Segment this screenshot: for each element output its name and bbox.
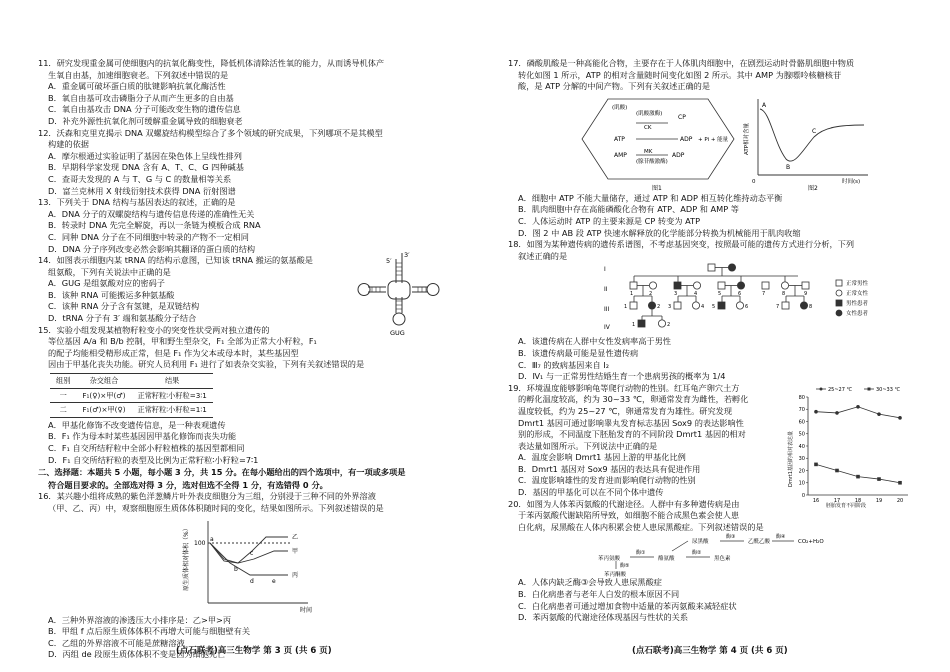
q16-point-c: c <box>250 549 254 557</box>
q13-option-d: D．DNA 分子序列改变必然会影响其翻译的蛋白质的结构 <box>48 243 256 254</box>
q12-option-c: C．查哥夫发现的 A 与 T、G 与 C 的数量相等关系 <box>48 173 232 184</box>
left-column <box>38 58 456 661</box>
table-cell: F₁(♂)×甲(♀) <box>76 403 131 418</box>
q19-option-c: C．温度影响雄性的发育进而影响爬行动物的性别 <box>518 475 696 486</box>
ped-III-3: 3 <box>668 304 672 311</box>
gen-label-4: IV <box>604 324 610 332</box>
q19-stem-4: Dmrt1 基因可通过影响睾丸发育标志基因 Sox9 的表达影响性 <box>518 417 744 428</box>
q19-stem-5: 别的形成，不同温度下胚胎发育的不同阶段 Dmrt1 基因的相对 <box>518 429 746 440</box>
chart-legend-marker <box>868 387 871 390</box>
fig1-creatine: (肌酸) <box>612 104 628 111</box>
fig1-mk-name: (腺苷酸激酶) <box>636 158 668 165</box>
ped-II-4: 4 <box>694 291 698 298</box>
fig1-atp: ATP <box>614 135 625 143</box>
ped-II-1: 1 <box>630 291 634 298</box>
ped-II-9: 9 <box>804 291 808 298</box>
q15-stem-4: 因由于甲基化丧失功能。研究人员利用 F₁ 进行了如表杂交实验，下列有关叙述错误的是 <box>48 359 365 370</box>
legend-normal-male: 正常男性 <box>846 281 869 288</box>
fig1-amp: AMP <box>614 151 627 159</box>
ped-III-2: 2 <box>657 304 661 311</box>
chart-x-tick-label: 18 <box>854 497 862 504</box>
fig2-xlabel: 时间(s) <box>842 178 861 185</box>
q14-option-a: A．GUG 是组氨酸对应的密码子 <box>48 278 165 289</box>
chart-y-tick-label: 70 <box>798 406 805 413</box>
q18-option-a: A．该遗传病在人群中女性发病率高于男性 <box>518 336 671 347</box>
q15-option-b: B．F₁ 作为母本时某些基因因甲基化修饰而丧失功能 <box>48 431 237 442</box>
legend-normal-female: 正常女性 <box>846 291 869 298</box>
ped-III-6: 6 <box>745 304 749 311</box>
trna-figure <box>356 249 446 339</box>
q14-stem-1: 14．如图表示细胞内某 tRNA 的结构示意图，已知该 tRNA 搬运的氨基酸是 <box>38 255 313 266</box>
table-cell: 正常籽粒∶小籽粒=3∶1 <box>132 388 213 403</box>
q13-stem-1: 13．下列关于 DNA 结构与基因表达的叙述，正确的是 <box>38 197 236 208</box>
section-2-heading <box>38 467 456 491</box>
q19-stem-2: 的孵化温度较高，约为 30~33 ℃，卵通常发育为雌性，若孵化 <box>518 394 749 405</box>
ped-III-5: 5 <box>712 304 716 311</box>
chart-point <box>856 475 860 479</box>
q17-option-b: B．肌肉细胞中存在高能磷酸化合物有 ATP、ADP 和 AMP 等 <box>518 204 739 215</box>
chart-y-tick-label: 40 <box>798 443 805 450</box>
q16-series-bing: 丙 <box>292 571 299 579</box>
trna-anticodon-label: GUG <box>390 329 405 338</box>
chart-legend-marker <box>820 387 823 390</box>
ped-II-2: 2 <box>649 291 653 298</box>
legend-affected-female: 女性患者 <box>846 311 869 318</box>
chart-y-tick-label: 20 <box>798 468 805 475</box>
q18-option-d: D．Ⅳ₁ 与一正常男性结婚生育一个患病男孩的概率为 1/4 <box>518 371 726 382</box>
q12-option-b: B．早期科学家发现 DNA 含有 A、T、C、G 四种碱基 <box>48 162 244 173</box>
q16-point-e: e <box>272 577 276 585</box>
gen-label-2: II <box>604 286 608 294</box>
q16-point-a: a <box>210 535 214 543</box>
fig2-point-b: B <box>786 163 791 171</box>
q16-option-b: B．甲组 f 点后原生质体体积不再增大可能与细胞壁有关 <box>48 626 251 637</box>
table-header-cell: 杂交组合 <box>76 374 131 389</box>
chart-x-tick-label: 20 <box>896 497 904 504</box>
trna-3prime-label: 3′ <box>404 251 410 260</box>
chart-point <box>898 416 902 420</box>
path-enzyme4: 酶④ <box>776 534 786 541</box>
question-15 <box>38 325 456 467</box>
table-cell: 正常籽粒∶小籽粒=1∶1 <box>132 403 213 418</box>
q16-series-yi: 乙 <box>292 533 299 541</box>
q12-option-d: D．富兰克林用 X 射线衍射技术获得 DNA 衍射图谱 <box>48 185 236 196</box>
question-17 <box>508 58 926 239</box>
fig1-ck-name: (肌酸激酶) <box>636 110 663 117</box>
chart-legend-label: 30~33 ℃ <box>876 386 901 393</box>
q11-stem-1: 11．研究发现重金属可使细胞内的抗氧化酶变性，降低机体清除活性氧的能力，从而诱导机体产 <box>38 58 385 68</box>
q19-option-a: A．温度会影响 Dmrt1 基因上游的甲基化比例 <box>518 452 686 463</box>
q15-table <box>50 373 213 418</box>
q11-option-c: C．氧自由基攻击 DNA 分子可能改变生物的遗传信息 <box>48 104 241 115</box>
trna-5prime-label: 5′ <box>386 257 392 266</box>
gen-label-3: III <box>604 306 610 314</box>
chart-point <box>856 405 860 409</box>
q16-point-d: d <box>250 577 254 585</box>
q14-option-c: C．该种 RNA 分子含有氢键，是双链结构 <box>48 301 200 312</box>
footer-left: (点石联考)高三生物学 第 3 页 (共 6 页) <box>176 646 332 656</box>
fig1-adp: ADP <box>680 135 693 143</box>
question-12 <box>38 128 456 198</box>
chart-point <box>835 468 839 472</box>
q15-option-a: A．甲基化修饰不改变遗传信息，是一种表观遗传 <box>48 419 226 430</box>
ped-II-8: 8 <box>782 291 786 298</box>
chart-xlabel: 胚胎发育不同阶段 <box>826 502 867 509</box>
table-row <box>50 388 213 403</box>
table-header-cell: 结果 <box>132 374 213 389</box>
chart-y-tick-label: 80 <box>798 394 805 401</box>
q17-option-a: A．细胞中 ATP 不能大量储存，通过 ATP 和 ADP 相互转化维持动态平衡 <box>518 192 783 203</box>
path-co2: CO₂+H₂O <box>798 539 824 546</box>
q16-stem-2: （甲、乙、丙）中，观察细胞原生质体体积随时间的变化，结果如图所示。下列叙述错误的是 <box>48 502 384 513</box>
chart-point <box>814 462 818 466</box>
q19-stem-1: 19．环境温度能够影响龟等爬行动物的性别。红耳龟产卵穴土方 <box>508 382 740 393</box>
q16-series-jia: 甲 <box>292 547 299 555</box>
question-11 <box>38 58 456 128</box>
q17-stem-1: 17．磷酸肌酸是一种高能化合物，主要存在于人体肌肉细胞中，在剧烈运动时骨骼肌细胞中物质 <box>508 58 855 68</box>
fig2-point-a: A <box>762 101 767 109</box>
path-enzyme5: 酶⑤ <box>620 563 630 570</box>
q16-ylabel: 原生质体相对体积（%） <box>183 524 190 591</box>
q18-option-b: B．该遗传病最可能是显性遗传病 <box>518 347 639 358</box>
ped-II-3: 3 <box>674 291 678 298</box>
q19-option-b: B．Dmrt1 基因对 Sox9 基因的表达具有促进作用 <box>518 463 701 474</box>
ped-II-5: 5 <box>718 291 722 298</box>
q12-stem-2: 构建的依据 <box>48 139 89 150</box>
q13-option-c: C．同种 DNA 分子在不同细胞中转录的产物不一定相同 <box>48 231 249 242</box>
legend-affected-male: 男性患者 <box>846 301 869 308</box>
table-cell: F₁(♀)×甲(♂) <box>76 388 131 403</box>
chart-ylabel: Dmrt1基因的相对表达量 <box>788 430 794 487</box>
q19-option-d: D．基因的甲基化可以在不同个体中遗传 <box>518 487 664 498</box>
fig1-adp2: ADP <box>672 151 685 159</box>
section-2-line-1: 二、选择题：本题共 5 小题，每小题 3 分，共 15 分。在每小题给出的四个选项中，有一项或多项是 <box>38 467 406 478</box>
fig1-pi: + Pi + 能量 <box>698 136 729 143</box>
chart-y-tick-label: 0 <box>801 492 805 499</box>
q16-stem-1: 16．某兴趣小组将成熟的紫色洋葱鳞片叶外表皮细胞分为三组，分别浸于三种不同的外界溶液 <box>38 491 376 502</box>
q15-stem-2: 等位基因 A/a 和 B/b 控制，甲和野生型杂交，F₁ 全部为正常大小籽粒，F₁ <box>48 336 317 347</box>
chart-y-tick-label: 50 <box>798 431 805 438</box>
fig2-origin: 0 <box>752 178 756 185</box>
table-row <box>50 403 213 418</box>
table-header-row <box>50 374 213 389</box>
q11-option-a: A．重金属可破坏蛋白质的肽键影响抗氧化酶活性 <box>48 81 226 92</box>
q20-option-b: B．白化病患者与老年人白发的根本原因不同 <box>518 589 680 600</box>
q17-figures <box>508 93 926 193</box>
q19-stem-3: 温度较低，约为 25~27 ℃，卵通常发育为雄性。研究发现 <box>518 405 733 416</box>
q14-option-b: B．该种 RNA 可能搬运多种氨基酸 <box>48 289 175 300</box>
path-acetoacetate: 乙酰乙酸 <box>748 539 771 546</box>
ped-IV-2: 2 <box>667 322 671 329</box>
q17-option-d: D．图 2 中 AB 段 ATP 快速水解释放的化学能部分转换为机械能用于肌肉收缩 <box>518 227 801 238</box>
path-enzyme1: 酶① <box>636 550 646 557</box>
chart-x-tick-label: 16 <box>812 497 820 504</box>
q13-option-b: B．转录时 DNA 先完全解旋，再以一条链为模板合成 RNA <box>48 220 261 231</box>
fig2-caption: 图2 <box>808 184 818 192</box>
question-13 <box>38 197 456 255</box>
ped-III-7: 7 <box>776 304 780 311</box>
question-18 <box>508 239 926 383</box>
fig2-point-c: C <box>812 127 817 135</box>
ped-II-6: 6 <box>738 291 742 298</box>
table-cell: 二 <box>50 403 76 418</box>
fig1-cp: CP <box>678 113 686 121</box>
section-2-line-2: 符合题目要求的。全部选对得 3 分，选对但选不全得 1 分，有选错得 0 分。 <box>48 479 328 490</box>
chart-point <box>877 477 881 481</box>
q17-stem-3: 酸，是 ATP 分解的中间产物。下列有关叙述正确的是 <box>518 81 711 92</box>
ped-IV-1: 1 <box>632 322 636 329</box>
table-cell: 一 <box>50 388 76 403</box>
chart-y-tick-label: 10 <box>798 480 805 487</box>
q13-option-a: A．DNA 分子的双螺旋结构与遗传信息传递的准确性无关 <box>48 208 255 219</box>
path-tyr: 酪氨酸 <box>658 556 675 563</box>
q11-stem-2: 生氧自由基，加速细胞衰老。下列叙述中错误的是 <box>48 69 229 80</box>
q15-stem-3: 的配子均能相受精形成正常，但是 F₁ 作为父本或母本时，某些基因型 <box>48 347 299 358</box>
q14-stem-2: 组氨酸，下列有关说法中正确的是 <box>48 266 171 277</box>
q18-stem-1: 18．如图为某种遗传病的遗传系谱图，不考虑基因突变，按照最可能的遗传方式进行分析，下列 <box>508 239 855 250</box>
footer-right: (点石联考)高三生物学 第 4 页 (共 6 页) <box>632 646 788 656</box>
chart-legend-label: 25~27 ℃ <box>828 386 853 393</box>
q19-stem-6: 表达量如图所示。下列说法中正确的是 <box>518 440 658 451</box>
q12-option-a: A．摩尔根通过实验证明了基因在染色体上呈线性排列 <box>48 150 242 161</box>
fig1-caption: 图1 <box>652 184 662 192</box>
fig1-mk: MK <box>644 148 653 155</box>
q16-xlabel: 时间 <box>300 606 313 614</box>
fig2-ylabel: ATP相对含量 <box>744 122 750 155</box>
q12-stem-1: 12．沃森和克里克揭示 DNA 双螺旋结构模型综合了多个领域的研究成果，下列哪项不是其模型 <box>38 127 383 138</box>
chart-x-tick-label: 17 <box>833 497 841 504</box>
q20-option-d: D．苯丙氨酸的代谢途径体现基因与性状的关系 <box>518 612 689 623</box>
q18-stem-2: 叙述正确的是 <box>518 250 568 261</box>
chart-series-line <box>816 464 900 482</box>
q15-stem-1: 15．实验小组发现某植物籽粒变小的突变性状受两对独立遗传的 <box>38 324 270 335</box>
q20-stem-1: 20．如图为人体苯丙氨酸的代谢途径。人群中有多种遗传病是由 <box>508 498 740 509</box>
chart-point <box>814 410 818 414</box>
q16-option-d: D．丙组 de 段原生质体体积不变是因为细胞死亡 <box>48 649 226 660</box>
q16-point-b: b <box>234 565 238 573</box>
gen-label-1: I <box>604 266 606 274</box>
q11-option-d: D．补充外源性抗氧化剂可缓解重金属导致的细胞衰老 <box>48 115 243 126</box>
question-20 <box>508 499 926 624</box>
path-phe: 苯丙氨酸 <box>598 556 621 563</box>
right-column <box>508 58 926 624</box>
chart-y-tick-label: 60 <box>798 419 805 426</box>
fig1-ck: CK <box>644 124 652 131</box>
path-ppa: 苯丙酮酸 <box>604 572 627 578</box>
q20-option-a: A．人体内缺乏酶③会导致人患尿黑酸症 <box>518 577 662 588</box>
q18-option-c: C．Ⅲ₇ 的致病基因来自 Ⅰ₂ <box>518 359 610 370</box>
q11-option-b: B．氧自由基可攻击磷脂分子从而产生更多的自由基 <box>48 92 234 103</box>
chart-y-tick-label: 30 <box>798 455 805 462</box>
path-enzyme2: 酶② <box>692 550 702 557</box>
path-enzyme3: 酶③ <box>726 534 736 541</box>
chart-point <box>835 411 839 415</box>
q16-option-a: A．三种外界溶液的渗透压大小排序是：乙>甲>丙 <box>48 614 232 625</box>
table-header-cell: 组别 <box>50 374 76 389</box>
q20-stem-2: 于苯丙氨酸代谢缺陷所导致，如细胞不能合成黑色素会使人患 <box>518 510 740 521</box>
phenylalanine-pathway <box>508 533 926 577</box>
q15-option-d: D．F₁ 自交所结籽粒的表型及比例为正常籽粒∶小籽粒=7∶1 <box>48 454 259 465</box>
q17-stem-2: 转化如图 1 所示，ATP 的相对含量随时间变化如图 2 所示。其中 AMP 为腺嘌呤核糖核苷 <box>518 69 842 80</box>
q14-option-d: D．tRNA 分子有 3′ 端和氨基酸分子结合 <box>48 313 197 324</box>
chart-point <box>877 412 881 416</box>
path-melanin: 黑色素 <box>714 556 731 563</box>
q16-figure <box>38 515 456 615</box>
ped-II-7: 7 <box>762 291 766 298</box>
chart-point <box>898 481 902 485</box>
pedigree-figure <box>508 262 926 336</box>
path-homogentisic: 尿黑酸 <box>692 539 709 546</box>
q17-option-c: C．人体运动时 ATP 的主要来源是 CP 转变为 ATP <box>518 215 701 226</box>
q20-stem-3: 白化病，尿黑酸在人体内积累会使人患尿黑酸症。下列叙述错误的是 <box>518 521 764 532</box>
q16-option-c: C．乙组的外界溶液不可能是蔗糖溶液 <box>48 637 185 648</box>
q16-ytick-100: 100 <box>194 539 206 547</box>
q20-option-c: C．白化病患者可通过增加食物中适量的苯丙氨酸来减轻症状 <box>518 600 737 611</box>
q15-option-c: C．F₁ 自交所结籽粒中全部小籽粒植株的基因型都相同 <box>48 443 245 453</box>
ped-III-1: 1 <box>624 304 628 311</box>
ped-III-4: 4 <box>701 304 705 311</box>
dmrt1-chart <box>786 383 916 511</box>
chart-x-tick-label: 19 <box>875 497 883 504</box>
ped-III-8: 8 <box>809 304 813 311</box>
question-16 <box>38 491 456 661</box>
